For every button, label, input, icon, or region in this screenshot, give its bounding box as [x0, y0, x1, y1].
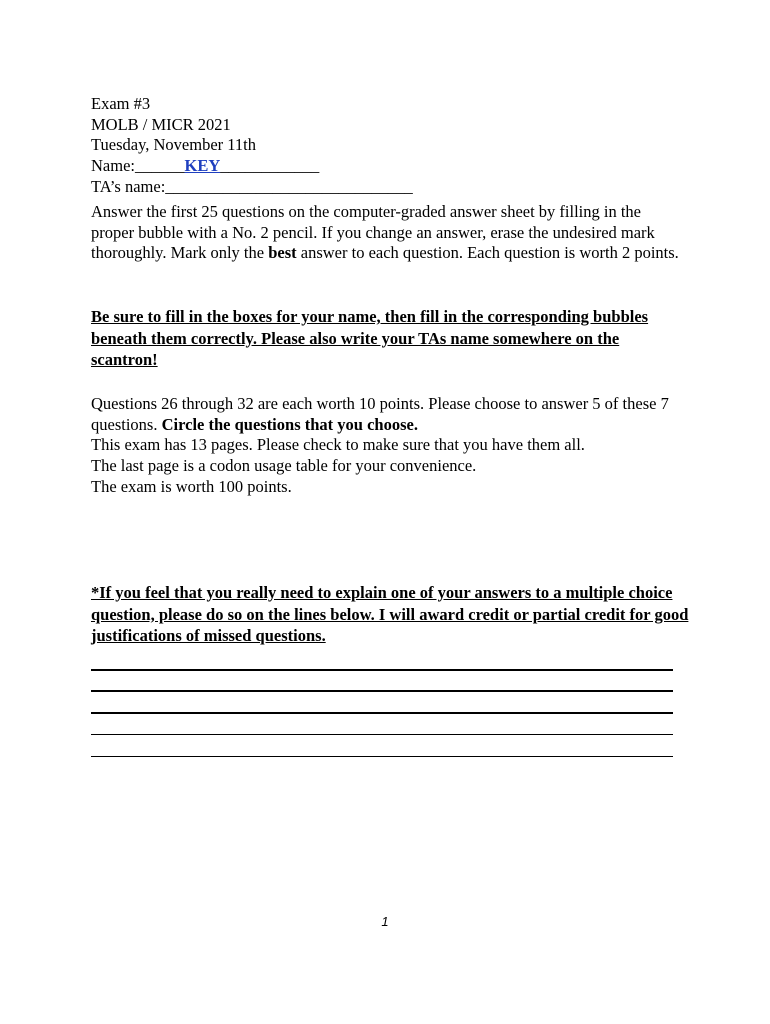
- explanation-notice: *If you feel that you really need to explain one of your answers to a multiple choice question, please do so on the lines below. I will award credit or partial credit for good justifications of missed questions.: [91, 583, 689, 645]
- exam-worth-line: The exam is worth 100 points.: [91, 476, 292, 496]
- explanation-line[interactable]: [91, 678, 673, 700]
- name-blank-before: ______: [134, 156, 185, 176]
- name-label: Name:: [91, 156, 135, 176]
- course-code: MOLB / MICR 2021: [91, 114, 231, 134]
- explanation-line[interactable]: [91, 656, 673, 678]
- name-blank-after: ____________: [220, 156, 320, 176]
- explanation-line[interactable]: [91, 721, 673, 743]
- instructions-text-after: answer to each question. Each question is worth 2 points.: [296, 243, 679, 263]
- ta-blank: ______________________________: [165, 176, 413, 196]
- questions-choice-text: Questions 26 through 32 are each worth 10 points. Please choose to answer 5 of these 7 questions.: [91, 394, 669, 434]
- exam-info-paragraph: [91, 394, 691, 498]
- ta-label: TA’s name:: [91, 176, 166, 196]
- codon-table-line: The last page is a codon usage table for your convenience.: [91, 456, 477, 476]
- name-line: [91, 156, 691, 177]
- scantron-notice: Be sure to fill in the boxes for your name, then fill in the corresponding bubbles beneath them correctly. Please also write your TAs name somewhere on the scantron!: [91, 307, 649, 369]
- instructions-paragraph: [91, 202, 681, 264]
- name-value: KEY: [184, 156, 221, 176]
- questions-choice-line: [91, 394, 691, 435]
- ta-name-line: [91, 177, 691, 198]
- page-count-line: This exam has 13 pages. Please check to make sure that you have them all.: [91, 435, 585, 455]
- explanation-line[interactable]: [91, 699, 673, 721]
- explanation-line[interactable]: [91, 742, 673, 764]
- instructions-text-before: Answer the first 25 questions on the computer-graded answer sheet by filling in the proper bubble with a No. 2 pencil. If you change an answer, erase the undesired mark thoroughly. Mark only the: [91, 202, 655, 263]
- exam-number: Exam #3: [91, 94, 151, 113]
- exam-date: Tuesday, November 11th: [91, 135, 256, 155]
- exam-header: [91, 94, 691, 198]
- instructions-best: best: [268, 243, 297, 263]
- explanation-lines: [91, 656, 673, 764]
- circle-instruction: Circle the questions that you choose.: [161, 414, 418, 434]
- page-number: 1: [381, 914, 389, 929]
